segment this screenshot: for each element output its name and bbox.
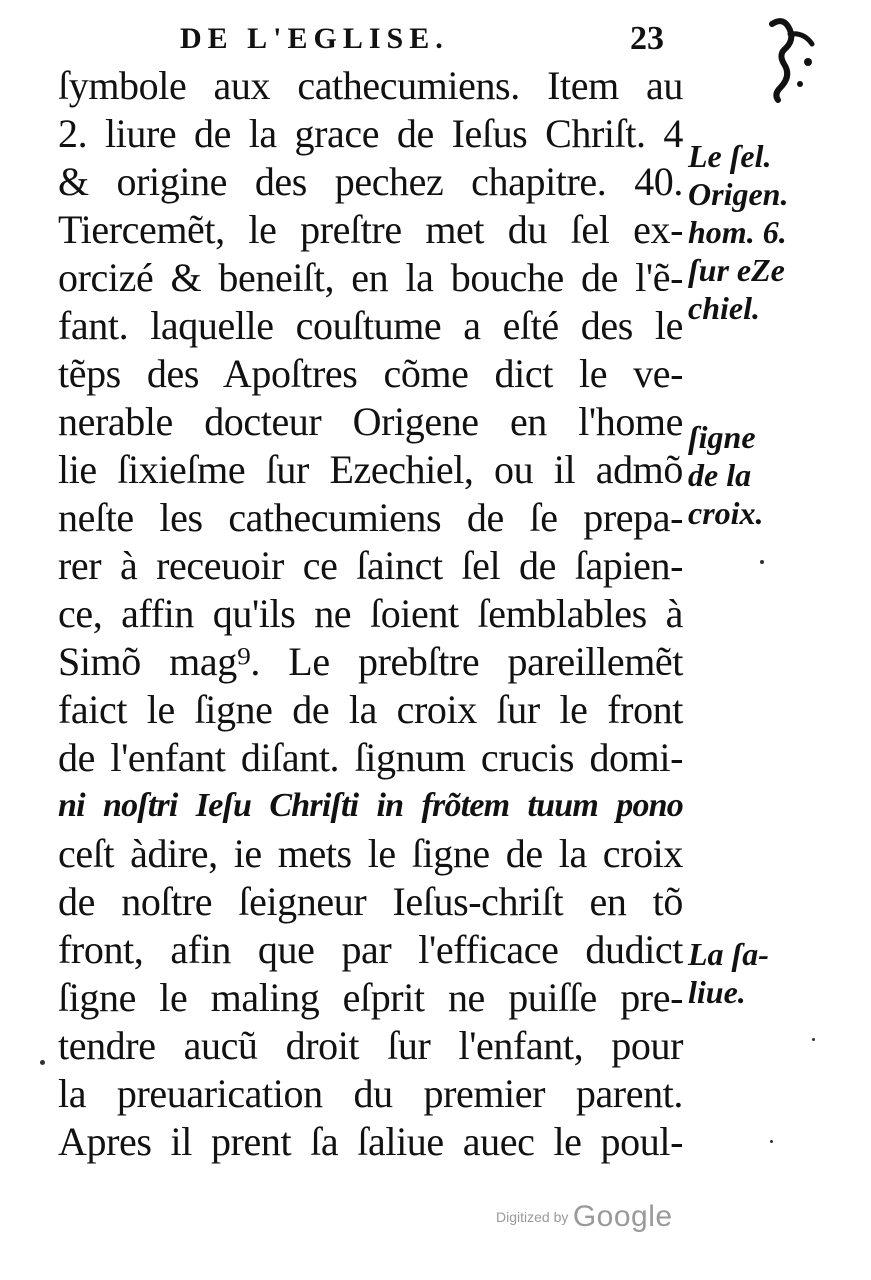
text-line: 2. liure de la grace de Ieſus Chriſt. 4 xyxy=(58,111,683,156)
margin-note-line: ſigne xyxy=(688,419,756,455)
text-line: lie ſixieſme ſur Ezechiel, ou il admõ xyxy=(58,447,683,492)
text-line: neſte les cathecumiens de ſe prepa- xyxy=(58,495,683,540)
text-line: ce, affin qu'ils ne ſoient ſemblables à xyxy=(58,591,683,636)
watermark-prefix: Digitized by xyxy=(496,1209,569,1225)
text-line: tẽps des Apoſtres cõme dict le ve- xyxy=(58,351,683,396)
margin-note-saliue xyxy=(688,935,769,1011)
margin-note-sel-origen xyxy=(688,137,788,327)
margin-note-line: Le ſel. xyxy=(688,138,772,174)
text-line: & origine des pechez chapitre. 40. xyxy=(58,159,683,204)
text-line: orcizé & beneiſt, en la bouche de l'ẽ- xyxy=(58,255,683,300)
text-line: faict le ſigne de la croix ſur le front xyxy=(58,687,683,732)
margin-note-signe-croix xyxy=(688,418,764,532)
ink-speck xyxy=(770,1140,773,1143)
text-line: ſymbole aux cathecumiens. Item au xyxy=(58,63,683,108)
google-logo: Google xyxy=(572,1200,673,1233)
text-line: fant. laquelle couſtume a eſté des le xyxy=(58,303,683,348)
text-line: Tiercemẽt, le preſtre met du ſel ex- xyxy=(58,207,683,252)
text-line: tendre aucũ droit ſur l'enfant, pour xyxy=(58,1023,683,1068)
latin-formula-line: ni noſtri Ieſu Chriſti in frõtem tuum pono xyxy=(58,787,683,824)
printer-ornament-icon xyxy=(764,14,820,104)
page-number: 23 xyxy=(630,20,664,57)
margin-note-line: de la xyxy=(688,457,752,493)
digitized-by-google-watermark xyxy=(496,1200,673,1234)
ink-speck xyxy=(40,1060,45,1065)
margin-note-line: Origen. xyxy=(688,176,789,212)
text-line: nerable docteur Origene en l'home xyxy=(58,399,683,444)
text-line: ceſt àdire, ie mets le ſigne de la croix xyxy=(58,831,683,876)
text-line: Apres il prent ſa ſaliue auec le poul- xyxy=(58,1119,683,1164)
margin-note-line: hom. 6. xyxy=(688,214,787,250)
margin-note-line: ſur eZe xyxy=(688,252,785,288)
ink-speck xyxy=(812,1038,815,1041)
margin-note-line: chiel. xyxy=(688,290,760,326)
running-title: DE L'EGLISE. xyxy=(180,22,449,55)
text-line: Simõ mag⁹. Le prebſtre pareillemẽt xyxy=(58,639,683,684)
margin-note-line: liue. xyxy=(688,974,746,1010)
text-line: rer à receuoir ce ſainct ſel de ſapien- xyxy=(58,543,683,588)
ink-speck xyxy=(760,560,764,564)
main-text-block xyxy=(58,62,683,1166)
text-line: front, afin que par l'efficace dudict xyxy=(58,927,683,972)
margin-note-line: La ſa- xyxy=(688,936,769,972)
text-line: de l'enfant diſant. ſignum crucis domi- xyxy=(58,735,683,780)
text-line: la preuarication du premier parent. xyxy=(58,1071,683,1116)
text-line: de noſtre ſeigneur Ieſus-chriſt en tõ xyxy=(58,879,683,924)
text-line: ſigne le maling eſprit ne puiſſe pre- xyxy=(58,975,683,1020)
margin-note-line: croix. xyxy=(688,495,764,531)
